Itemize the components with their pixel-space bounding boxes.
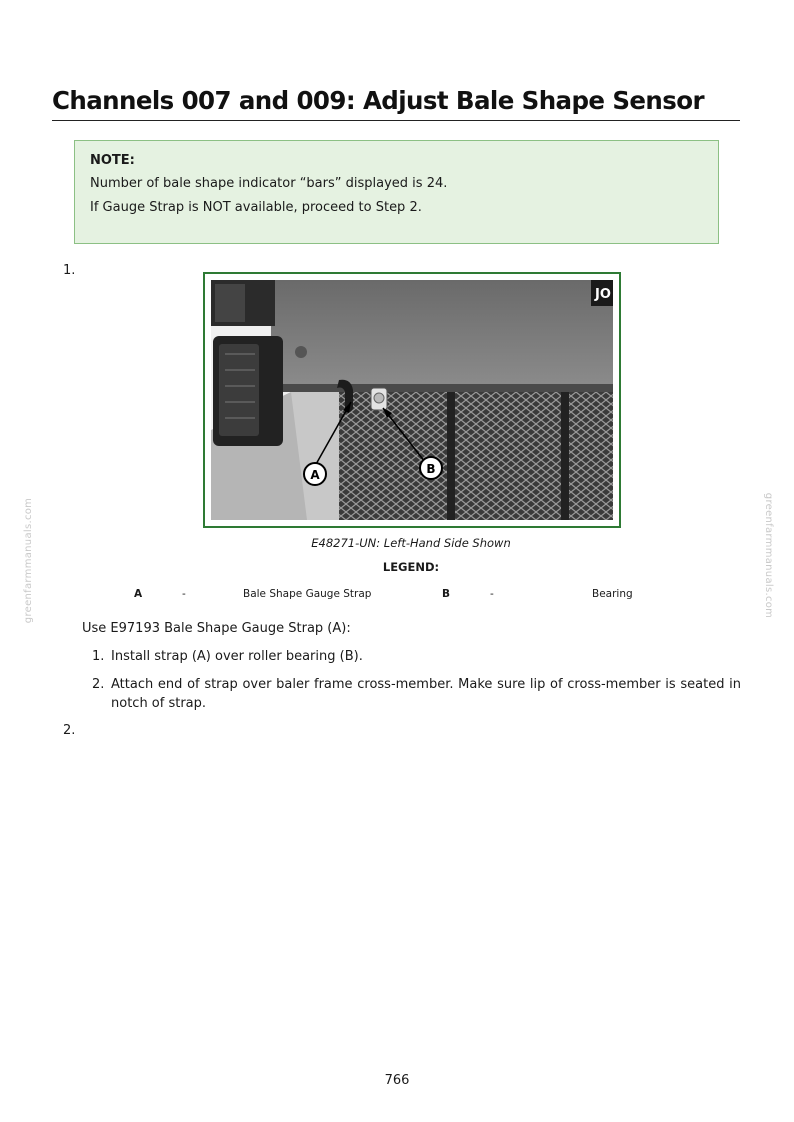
legend-title: LEGEND:	[382, 560, 440, 574]
legend-text-b: Bearing	[592, 588, 633, 600]
figure-e48271	[203, 272, 621, 528]
note-box	[74, 140, 719, 244]
legend-key-a: A	[134, 588, 143, 600]
step-number: 2.	[63, 723, 76, 738]
callout-b	[420, 457, 442, 479]
substep-text: Install strap (A) over roller bearing (B).	[111, 649, 363, 664]
page-title: Channels 007 and 009: Adjust Bale Shape Sensor	[52, 86, 740, 121]
step-intro: Use E97193 Bale Shape Gauge Strap (A):	[82, 621, 351, 636]
page-number: 766	[384, 1073, 410, 1088]
note-label: NOTE:	[90, 153, 135, 168]
legend-text-a: Bale Shape Gauge Strap	[243, 588, 372, 600]
baler-photo	[211, 280, 613, 520]
callout-b-label: B	[426, 462, 436, 476]
step-number: 1.	[63, 263, 76, 278]
note-line: If Gauge Strap is NOT available, proceed to Step 2.	[90, 200, 422, 215]
watermark-left: greenfarmmanuals.com	[23, 497, 35, 624]
note-line: Number of bale shape indicator “bars” displayed is 24.	[90, 176, 448, 191]
figure-caption: E48271-UN: Left-Hand Side Shown	[311, 536, 511, 550]
callout-a-label: A	[310, 468, 320, 482]
logo-text: JO	[595, 287, 611, 302]
substep-number: 2.	[92, 677, 105, 692]
legend-key-b: B	[442, 588, 451, 600]
callout-a	[304, 463, 326, 485]
substep-number: 1.	[92, 649, 105, 664]
legend-separator-a: -	[182, 588, 186, 600]
substep-text: Attach end of strap over baler frame cross-member. Make sure lip of cross-member is seated in notch of strap.	[111, 677, 741, 711]
watermark-right: greenfarmmanuals.com	[763, 492, 775, 619]
legend-separator-b: -	[490, 588, 494, 600]
